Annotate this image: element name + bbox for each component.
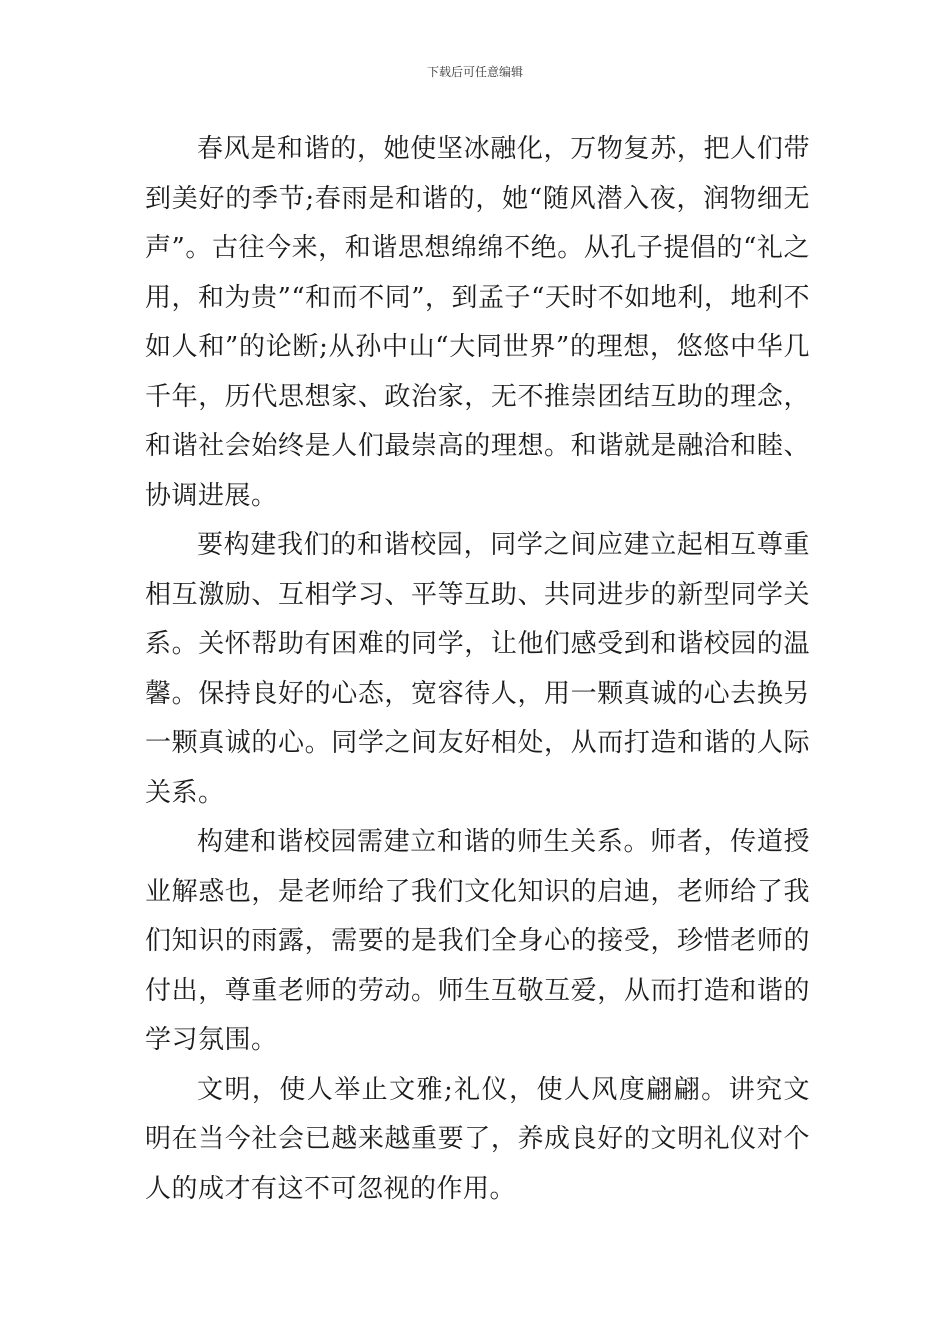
paragraph-teacher-student-relations: 构建和谐校园需建立和谐的师生关系。师者，传道授业解惑也，是老师给了我们文化知识的启迪，老师给了我们知识的雨露，需要的是我们全身心的接受，珍惜老师的付出，尊重老师的劳动。师生互敬互爱，从而打造和谐的学习氛围。 — [145, 827, 810, 1055]
paragraph-spring-harmony: 春风是和谐的，她使坚冰融化，万物复苏，把人们带到美好的季节;春雨是和谐的，她“随风潜入夜，润物细无声”。古往今来，和谐思想绵绵不绝。从孔子提倡的“礼之用，和为贵”“和而不同”，到孟子“天时不如地利，地利不如人和”的论断;从孙中山“大同世界”的理想，悠悠中华几千年，历代思想家、政治家，无不推崇团结互助的理念，和谐社会始终是人们最崇高的理想。和谐就是融洽和睦、协调进展。 — [145, 134, 810, 511]
paragraph-civility-etiquette: 文明，使人举止文雅;礼仪，使人风度翩翩。讲究文明在当今社会已越来越重要了，养成良好的文明礼仪对个人的成才有这不可忽视的作用。 — [145, 1074, 810, 1204]
document-body — [145, 125, 810, 1214]
paragraph-classmate-relations: 要构建我们的和谐校园，同学之间应建立起相互尊重相互激励、互相学习、平等互助、共同进步的新型同学关系。关怀帮助有困难的同学，让他们感受到和谐校园的温馨。保持良好的心态，宽容待人，用一颗真诚的心去换另一颗真诚的心。同学之间友好相处，从而打造和谐的人际关系。 — [145, 530, 810, 808]
page-header-note: 下载后可任意编辑 — [426, 65, 523, 79]
